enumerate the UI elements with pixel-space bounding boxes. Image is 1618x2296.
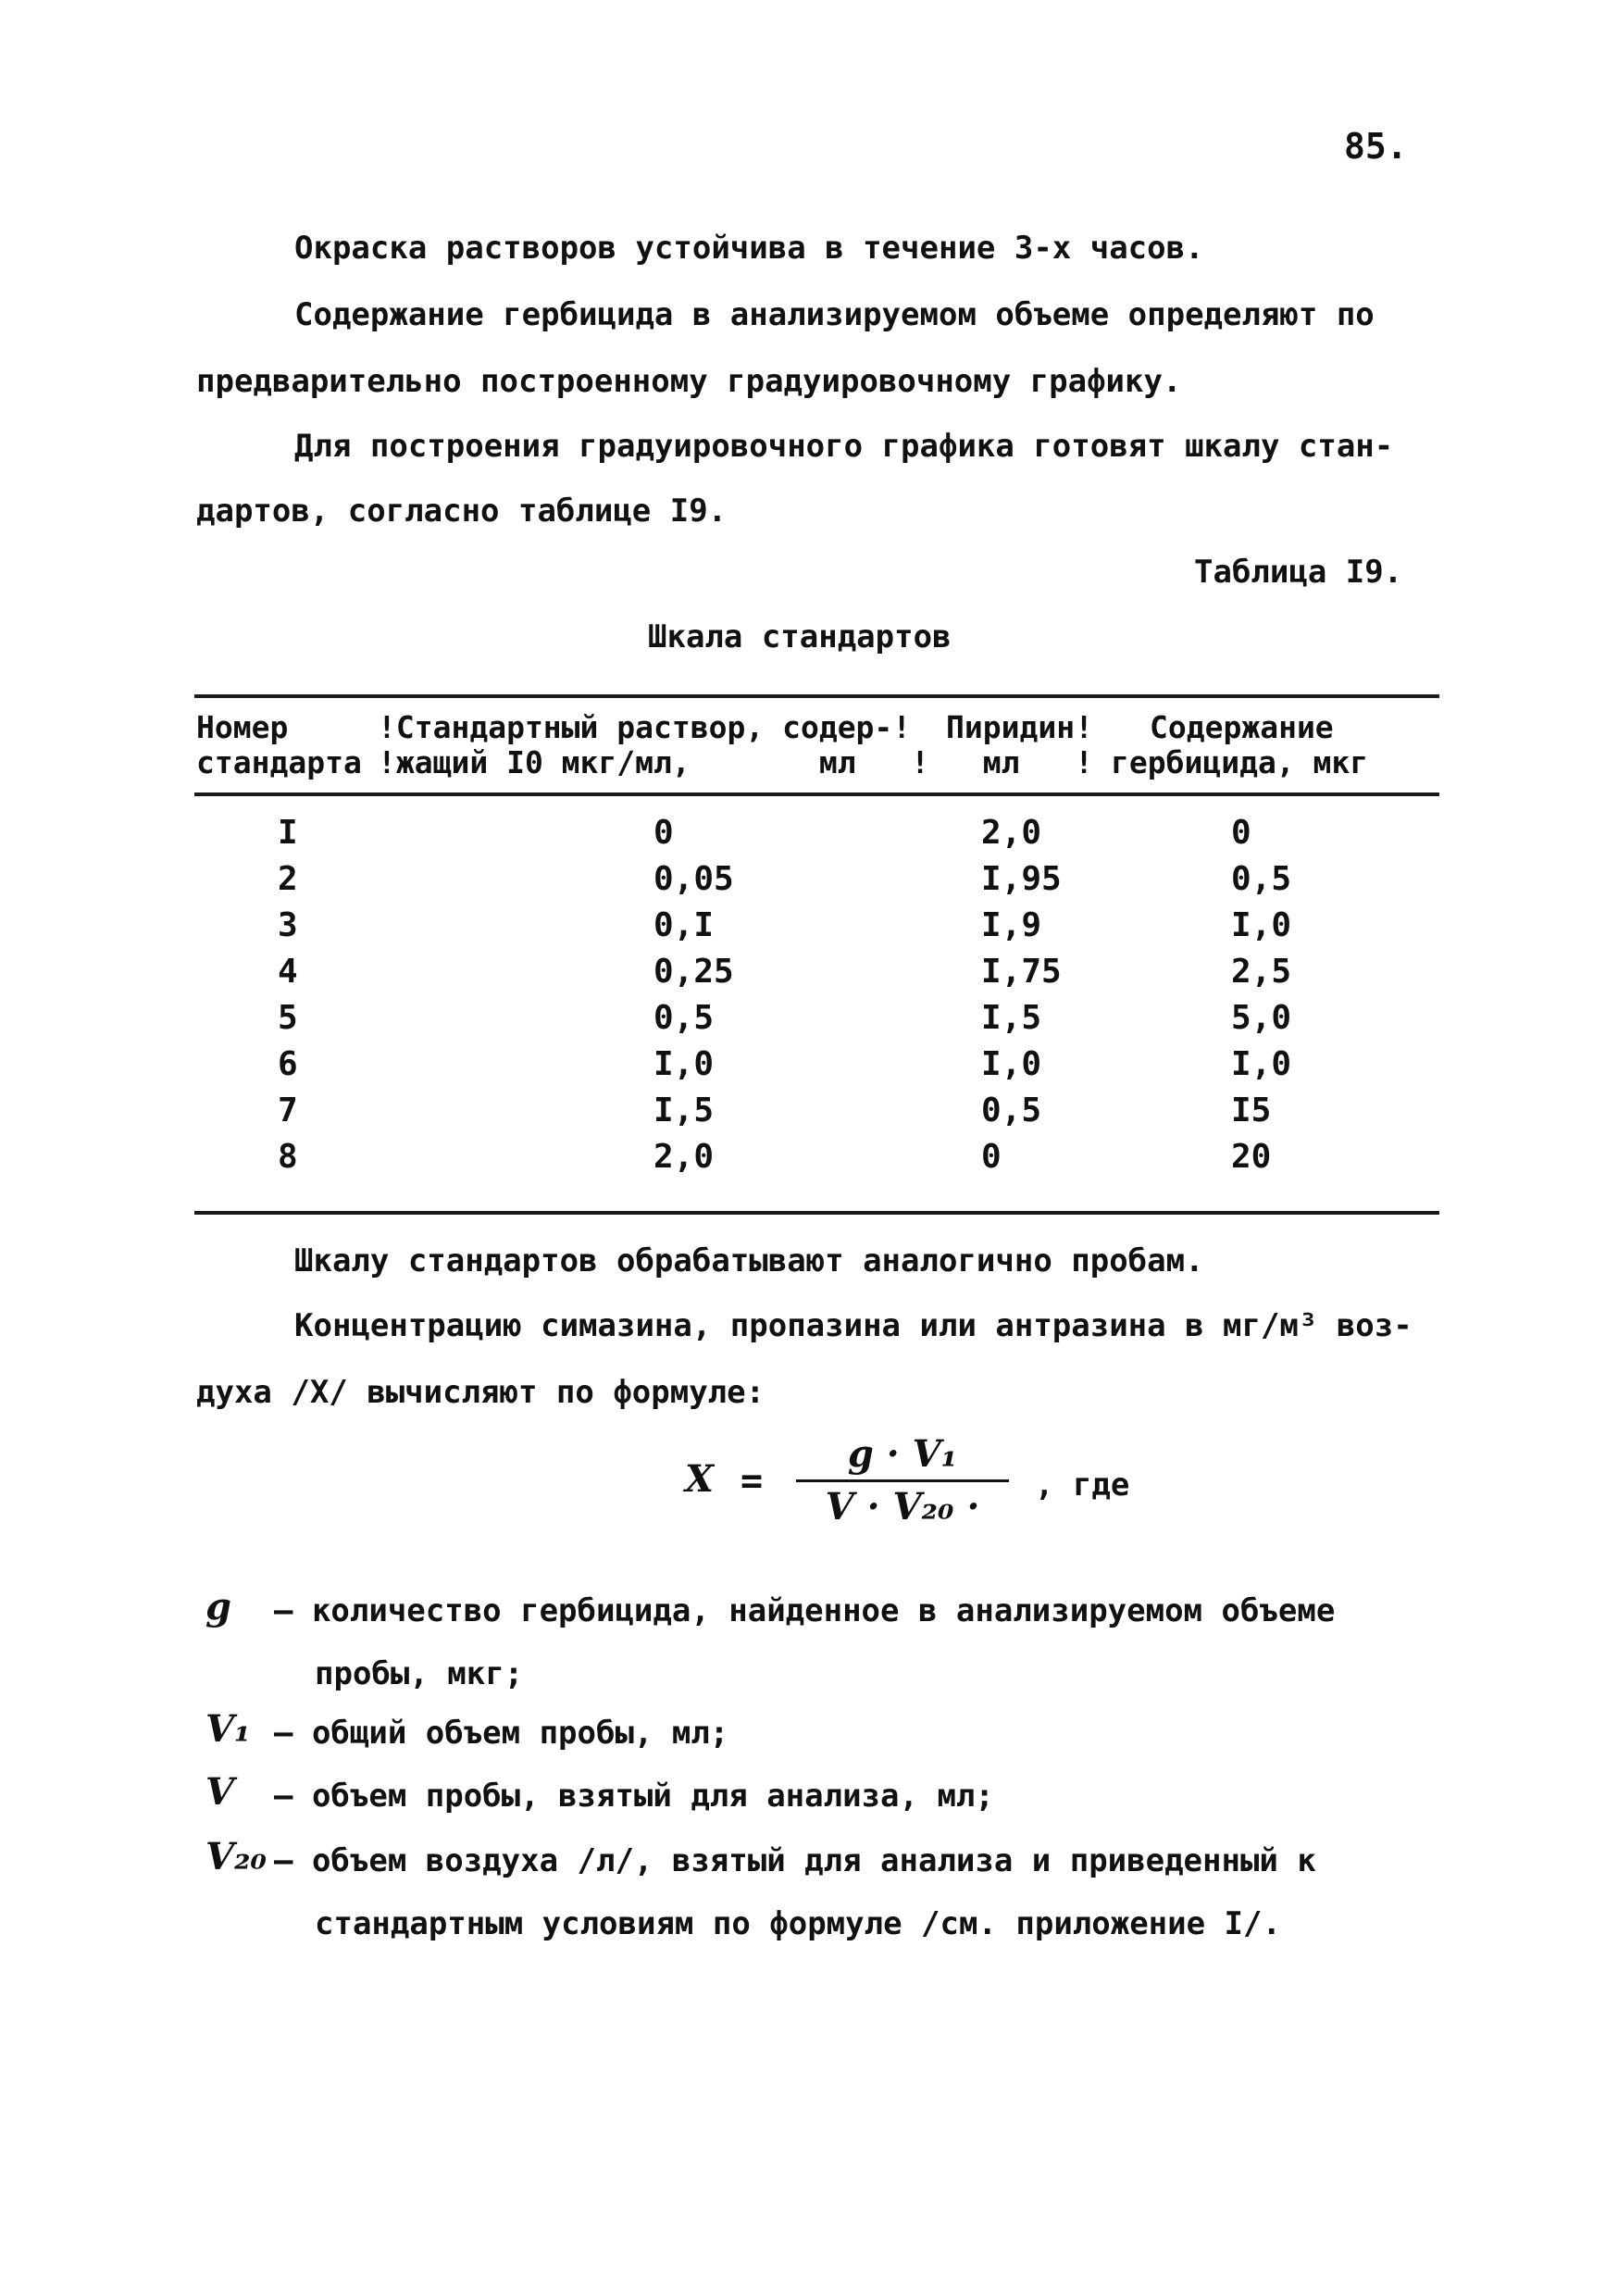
cell-number: I: [278, 814, 298, 852]
cell-std-volume: I,0: [653, 1045, 715, 1083]
page-number: 85.: [1344, 126, 1408, 167]
cell-number: 7: [278, 1092, 298, 1129]
cell-std-volume: 0,25: [653, 953, 734, 991]
definition-text-line-1: – объем воздуха /л/, взятый для анализа и приведенный к: [274, 1842, 1316, 1879]
header-pyridine-line-2: мл !: [946, 744, 1093, 780]
header-number-line-1: Номер: [196, 709, 289, 745]
header-content-line-2: гербицида, мкг: [1111, 744, 1369, 780]
cell-herbicide-content: 0: [1231, 814, 1251, 852]
definition-symbol: V₁: [205, 1707, 251, 1751]
cell-std-volume: I,5: [653, 1092, 715, 1129]
cell-herbicide-content: 5,0: [1231, 999, 1292, 1037]
paragraph-2-line-2: предварительно построенному градуировочному графику.: [196, 363, 1182, 400]
formula-denominator: V · V₂₀ ·: [825, 1485, 980, 1529]
paragraph-5-line-1: Концентрацию симазина, пропазина или антразина в мг/м³ воз-: [294, 1307, 1413, 1344]
header-std-line-2: !жащий I0 мкг/мл, мл !: [378, 744, 930, 780]
paragraph-1: Окраска растворов устойчива в течение 3-х часов.: [294, 230, 1204, 267]
formula-lhs: X: [685, 1457, 715, 1501]
cell-herbicide-content: 0,5: [1231, 860, 1292, 898]
paragraph-2-line-1: Содержание гербицида в анализируемом объеме определяют по: [294, 296, 1375, 333]
cell-number: 5: [278, 999, 298, 1037]
header-std-line-1: !Стандартный раствор, содер-!: [378, 709, 912, 745]
cell-pyridine-volume: 0,5: [981, 1092, 1042, 1129]
cell-herbicide-content: I,0: [1231, 1045, 1292, 1083]
table-bottom-rule: [194, 1211, 1439, 1215]
table-header-rule: [194, 792, 1439, 796]
header-number-line-2: стандарта: [196, 744, 362, 780]
paragraph-3-line-2: дартов, согласно таблице I9.: [196, 493, 728, 530]
cell-pyridine-volume: I,0: [981, 1045, 1042, 1083]
cell-std-volume: 0,I: [653, 906, 715, 944]
paragraph-5-line-2: духа /X/ вычисляют по формуле:: [196, 1374, 765, 1411]
cell-number: 2: [278, 860, 298, 898]
definition-symbol: V₂₀: [205, 1835, 268, 1878]
formula-equals: =: [741, 1460, 764, 1503]
fraction-bar: [796, 1479, 1009, 1482]
definition-text-line-1: – общий объем пробы, мл;: [274, 1715, 729, 1752]
formula-suffix: , где: [1035, 1466, 1130, 1504]
paragraph-4: Шкалу стандартов обрабатывают аналогично пробам.: [294, 1242, 1204, 1279]
header-content-line-1: Содержание: [1150, 709, 1334, 745]
cell-number: 3: [278, 906, 298, 944]
cell-herbicide-content: 2,5: [1231, 953, 1292, 991]
cell-pyridine-volume: I,75: [981, 953, 1062, 991]
definition-text-line-2: стандартным условиям по формуле /см. приложение I/.: [315, 1905, 1281, 1942]
cell-std-volume: 0: [653, 814, 674, 852]
table-label: Таблица I9.: [1194, 554, 1403, 591]
definition-text-line-1: – количество гербицида, найденное в анализируемом объеме: [274, 1592, 1336, 1629]
cell-number: 8: [278, 1138, 298, 1176]
definition-text-line-1: – объем пробы, взятый для анализа, мл;: [274, 1778, 994, 1815]
cell-pyridine-volume: I,95: [981, 860, 1062, 898]
definition-text-line-2: пробы, мкг;: [315, 1655, 524, 1692]
table-title: Шкала стандартов: [648, 618, 952, 655]
formula-fraction: [796, 1433, 1009, 1529]
cell-pyridine-volume: 2,0: [981, 814, 1042, 852]
cell-pyridine-volume: 0: [981, 1138, 1002, 1176]
cell-pyridine-volume: I,9: [981, 906, 1042, 944]
table-top-rule: [194, 694, 1439, 698]
cell-pyridine-volume: I,5: [981, 999, 1042, 1037]
cell-herbicide-content: I,0: [1231, 906, 1292, 944]
cell-herbicide-content: I5: [1231, 1092, 1272, 1129]
definition-symbol: V: [205, 1770, 235, 1814]
cell-number: 6: [278, 1045, 298, 1083]
definition-symbol: g: [205, 1585, 231, 1628]
paragraph-3-line-1: Для построения градуировочного графика готовят шкалу стан-: [294, 428, 1394, 465]
cell-std-volume: 0,5: [653, 999, 715, 1037]
header-pyridine-line-1: Пиридин!: [946, 709, 1093, 745]
formula-numerator: g · V₁: [847, 1432, 958, 1476]
cell-std-volume: 2,0: [653, 1138, 715, 1176]
cell-herbicide-content: 20: [1231, 1138, 1272, 1176]
cell-std-volume: 0,05: [653, 860, 734, 898]
cell-number: 4: [278, 953, 298, 991]
